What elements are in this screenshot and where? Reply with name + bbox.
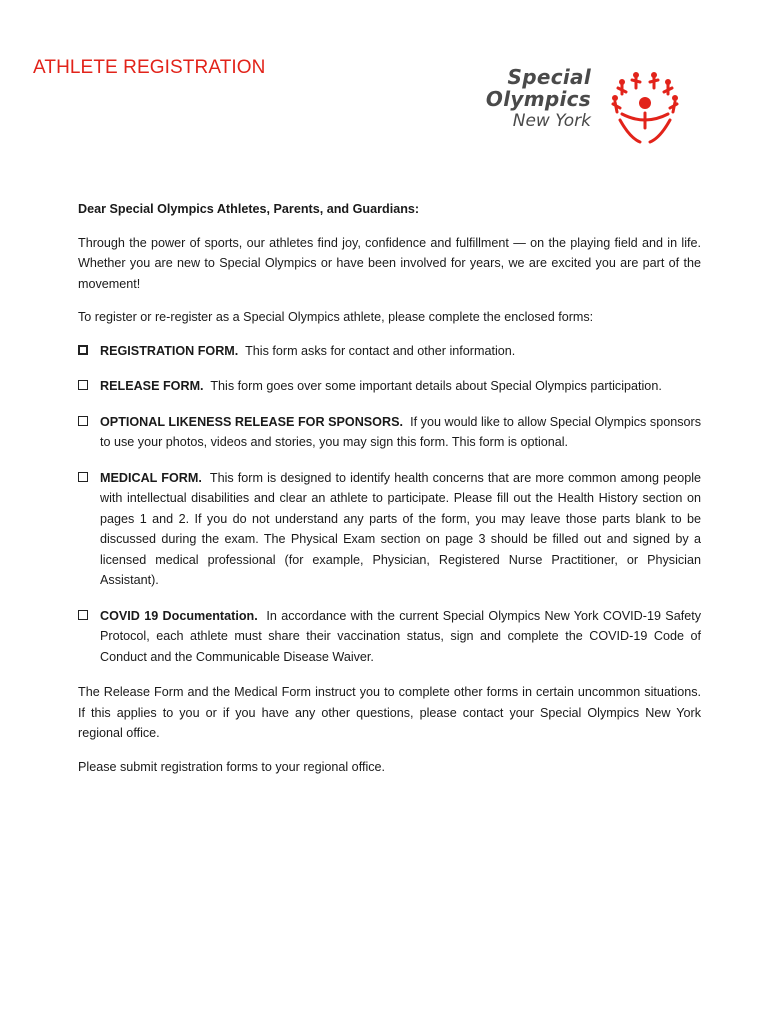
item-text: This form goes over some important details about Special Olympics participation.	[210, 379, 662, 393]
page-title: ATHLETE REGISTRATION	[33, 57, 266, 78]
closing-paragraph: The Release Form and the Medical Form instruct you to complete other forms in certain uncommon situations. If this applies to you or if you have any other questions, please contact your Special Olympics New York regional office.	[78, 685, 701, 740]
medical-form-checkbox[interactable]	[78, 472, 88, 482]
item-title: OPTIONAL LIKENESS RELEASE FOR SPONSORS.	[100, 414, 403, 429]
logo-line-new-york: New York	[512, 111, 591, 131]
item-title: MEDICAL FORM.	[100, 470, 202, 485]
covid-documentation-checkbox[interactable]	[78, 610, 88, 620]
item-text: This form is designed to identify health concerns that are more common among people with intellectual disabilities and clear an athlete to participate. Please fill out the Health History section on pages 1 and 2. If you do not understand any parts of the form, you may leave those parts blank to be discussed during the exam. The Physical Exam section on page 3 should be filled out and signed by a licensed medical professional (for example, Physician, Registered Nurse Practitioner, or Physician Assistant).	[100, 470, 702, 587]
submit-paragraph: Please submit registration forms to your regional office.	[78, 759, 386, 774]
logo-line-special: Special	[507, 65, 591, 89]
item-text: This form asks for contact and other information.	[245, 343, 516, 358]
form-item-covid	[78, 606, 701, 668]
special-olympics-figure-icon	[610, 68, 680, 148]
item-title: RELEASE FORM.	[100, 379, 204, 393]
likeness-release-checkbox[interactable]	[78, 416, 88, 426]
release-form-checkbox[interactable]	[78, 380, 88, 390]
logo-line-olympics: Olympics	[485, 87, 591, 111]
item-text: If you would like to allow Special Olympics sponsors to use your photos, videos and stories, you may sign this form. This form is optional.	[100, 414, 702, 449]
instruction-paragraph: To register or re-register as a Special Olympics athlete, please complete the enclosed forms:	[78, 310, 594, 324]
salutation: Dear Special Olympics Athletes, Parents, and Guardians:	[78, 202, 420, 216]
logo-wordmark	[486, 66, 591, 131]
intro-paragraph: Through the power of sports, our athletes find joy, confidence and fulfillment — on the playing field and in life. Whether you are new to Special Olympics or have been involved for years, we are excited you are part of the movement!	[78, 235, 701, 291]
item-text: In accordance with the current Special Olympics New York COVID-19 Safety Protocol, each athlete must share their vaccination status, sign and complete the COVID-19 Code of Conduct and the Communicable Disease Waiver.	[100, 608, 702, 664]
form-item-medical	[78, 468, 701, 591]
registration-form-checkbox[interactable]	[78, 345, 88, 355]
form-item-release	[78, 376, 701, 397]
form-item-likeness-release	[78, 412, 701, 453]
special-olympics-logo	[470, 66, 685, 152]
form-item-registration	[78, 341, 701, 362]
letter-body	[78, 199, 701, 790]
item-title: COVID 19 Documentation.	[100, 608, 258, 623]
item-title: REGISTRATION FORM.	[100, 343, 239, 358]
